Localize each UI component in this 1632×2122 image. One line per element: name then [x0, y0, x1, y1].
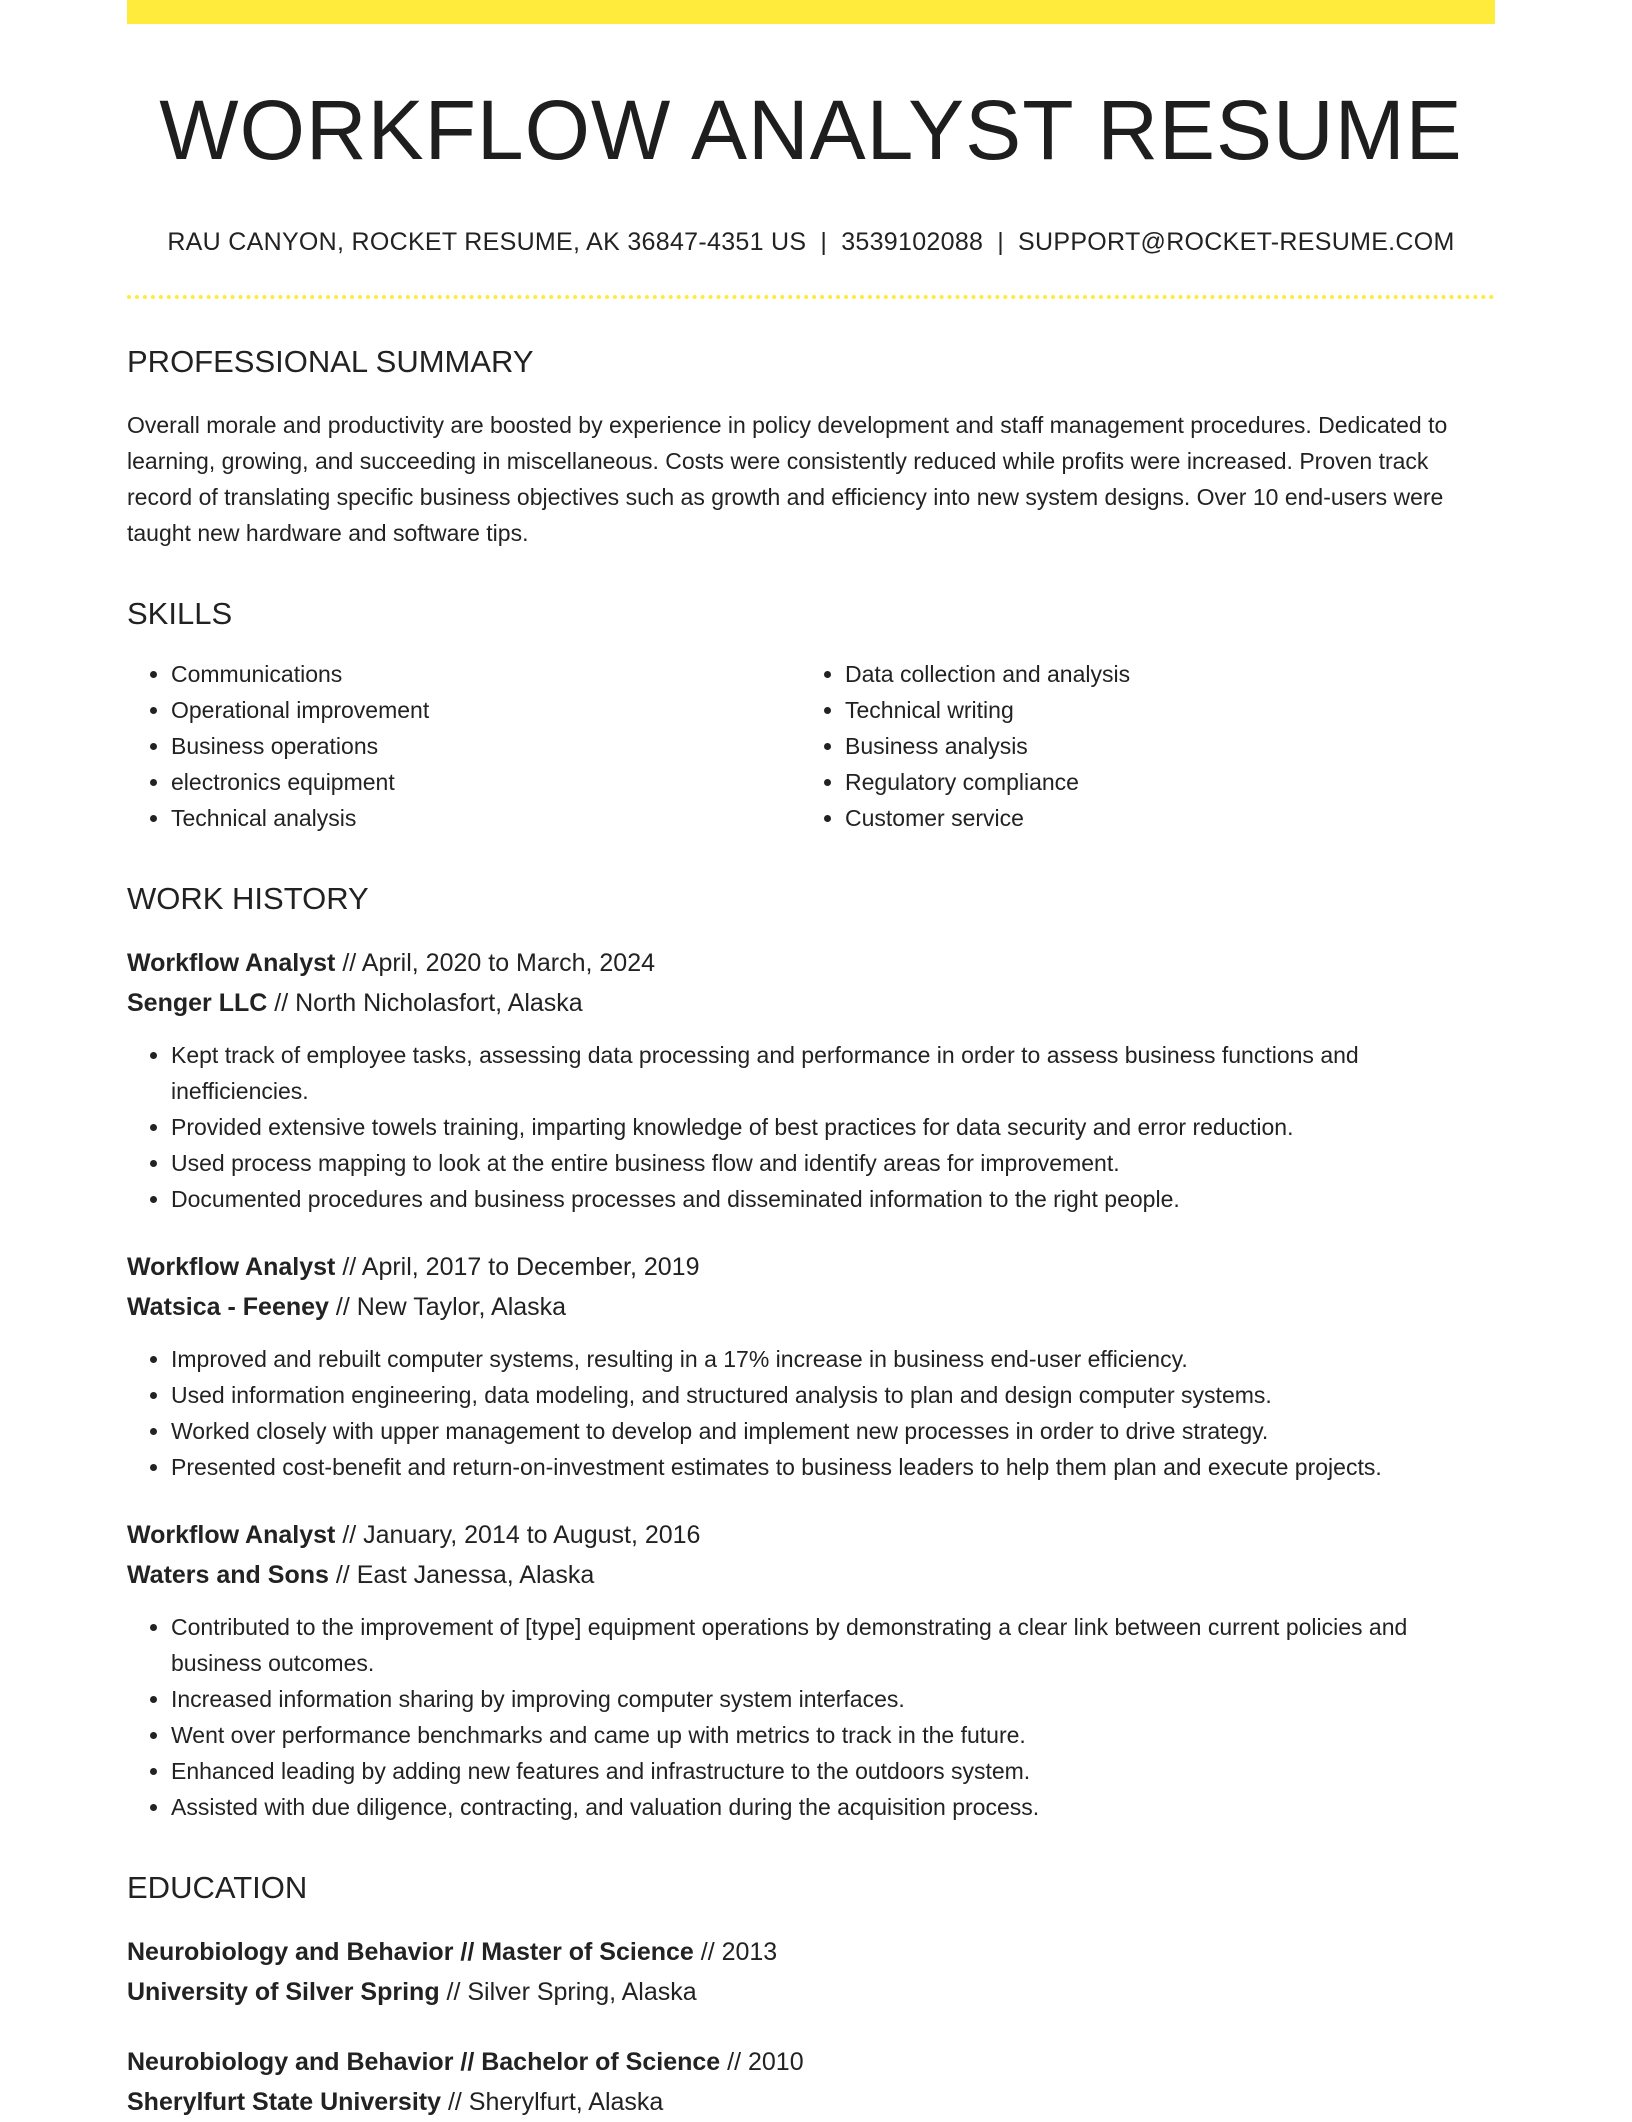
contact-address: RAU CANYON, ROCKET RESUME, AK 36847-4351 US — [167, 228, 807, 257]
education-entry — [127, 1932, 1495, 2012]
education-school: Sherylfurt State University — [127, 2088, 441, 2117]
job-company: Senger LLC — [127, 988, 268, 1017]
skill-item: • Regulatory compliance — [845, 764, 1495, 800]
job-entry — [127, 1515, 1495, 1825]
skill-item: • Technical writing — [845, 692, 1495, 728]
job-company-line — [127, 983, 1495, 1023]
contact-line — [127, 228, 1495, 257]
summary-text: Overall morale and productivity are boosted by experience in policy development and staff management procedures. Dedicated to learning, growing, and succeeding in miscellaneous. Costs were consistently reduced while profits were increased. Proven track record of translating specific business objectives such as growth and efficiency into new system designs. Over 10 end-users were taught new hardware and software tips. — [127, 411, 1448, 546]
contact-phone: 3539102088 — [841, 228, 984, 257]
job-dates: // April, 2020 to March, 2024 — [335, 948, 656, 977]
job-company-line — [127, 1555, 1495, 1595]
job-bullet: • Used process mapping to look at the entire business flow and identify areas for improvement. — [171, 1145, 1495, 1181]
job-bullet: • Worked closely with upper management to develop and implement new processes in order to drive strategy. — [171, 1413, 1495, 1449]
job-title-line — [127, 1247, 1495, 1287]
education-location: // Silver Spring, Alaska — [439, 1978, 697, 2007]
education-entry — [127, 2042, 1495, 2122]
education-location: // Sherylfurt, Alaska — [441, 2088, 664, 2117]
education-degree: Neurobiology and Behavior // Master of Science — [127, 1938, 694, 1967]
job-entry — [127, 1247, 1495, 1485]
resume-title: WORKFLOW ANALYST RESUME — [159, 83, 1463, 177]
job-bullet: • Contributed to the improvement of [type] equipment operations by demonstrating a clear link between current policies and business outcomes. — [171, 1609, 1495, 1681]
education-degree-line — [127, 1932, 1495, 1972]
job-location: // New Taylor, Alaska — [328, 1292, 567, 1321]
work-history-heading: WORK HISTORY — [127, 880, 369, 916]
job-bullet: • Increased information sharing by improving computer system interfaces. — [171, 1681, 1495, 1717]
skill-item: • Operational improvement — [171, 692, 801, 728]
job-entry — [127, 943, 1495, 1217]
job-bullet: • Presented cost-benefit and return-on-investment estimates to business leaders to help them plan and execute projects. — [171, 1449, 1495, 1485]
skills-column-right — [801, 656, 1495, 836]
job-bullet: • Improved and rebuilt computer systems, resulting in a 17% increase in business end-user efficiency. — [171, 1341, 1495, 1377]
job-dates: // April, 2017 to December, 2019 — [335, 1252, 700, 1281]
job-bullet: • Went over performance benchmarks and came up with metrics to track in the future. — [171, 1717, 1495, 1753]
job-company-line — [127, 1287, 1495, 1327]
education-year: // 2013 — [693, 1938, 778, 1967]
job-title: Workflow Analyst — [127, 1520, 336, 1549]
job-bullet: • Enhanced leading by adding new features and infrastructure to the outdoors system. — [171, 1753, 1495, 1789]
job-title-line — [127, 943, 1495, 983]
skill-item: • Business operations — [171, 728, 801, 764]
job-bullet: • Documented procedures and business processes and disseminated information to the right people. — [171, 1181, 1495, 1217]
job-bullet: • Used information engineering, data modeling, and structured analysis to plan and design computer systems. — [171, 1377, 1495, 1413]
skill-item: • Technical analysis — [171, 800, 801, 836]
education-school-line — [127, 1972, 1495, 2012]
job-title-line — [127, 1515, 1495, 1555]
job-bullets — [127, 1341, 1495, 1485]
job-bullets — [127, 1037, 1495, 1217]
skill-item: • electronics equipment — [171, 764, 801, 800]
contact-email: SUPPORT@ROCKET-RESUME.COM — [1018, 228, 1455, 257]
skills-column-left — [127, 656, 801, 836]
skills-heading: SKILLS — [127, 595, 233, 631]
job-bullets — [127, 1609, 1495, 1825]
job-company: Waters and Sons — [127, 1560, 329, 1589]
education-school-line — [127, 2082, 1495, 2122]
resume-page — [127, 0, 1495, 2122]
skill-item: • Data collection and analysis — [845, 656, 1495, 692]
job-title: Workflow Analyst — [127, 948, 336, 977]
job-bullet: • Assisted with due diligence, contracting, and valuation during the acquisition process. — [171, 1789, 1495, 1825]
job-company: Watsica - Feeney — [127, 1292, 329, 1321]
education-degree: Neurobiology and Behavior // Bachelor of Science — [127, 2048, 721, 2077]
job-location: // East Janessa, Alaska — [328, 1560, 595, 1589]
job-bullet: • Provided extensive towels training, imparting knowledge of best practices for data security and error reduction. — [171, 1109, 1495, 1145]
skills-list — [127, 656, 1495, 836]
education-year: // 2010 — [720, 2048, 804, 2077]
job-bullet: • Kept track of employee tasks, assessing data processing and performance in order to assess business functions and inefficiencies. — [171, 1037, 1495, 1109]
job-title: Workflow Analyst — [127, 1252, 336, 1281]
education-degree-line — [127, 2042, 1495, 2082]
summary-heading: PROFESSIONAL SUMMARY — [127, 344, 534, 380]
skill-item: • Customer service — [845, 800, 1495, 836]
contact-separator: | — [997, 228, 1005, 257]
dotted-divider — [127, 295, 1495, 299]
education-school: University of Silver Spring — [127, 1978, 440, 2007]
skill-item: • Communications — [171, 656, 801, 692]
accent-bar — [127, 0, 1495, 24]
job-dates: // January, 2014 to August, 2016 — [335, 1520, 701, 1549]
skill-item: • Business analysis — [845, 728, 1495, 764]
contact-separator: | — [820, 228, 828, 257]
job-location: // North Nicholasfort, Alaska — [267, 988, 583, 1017]
education-heading: EDUCATION — [127, 1869, 308, 1905]
